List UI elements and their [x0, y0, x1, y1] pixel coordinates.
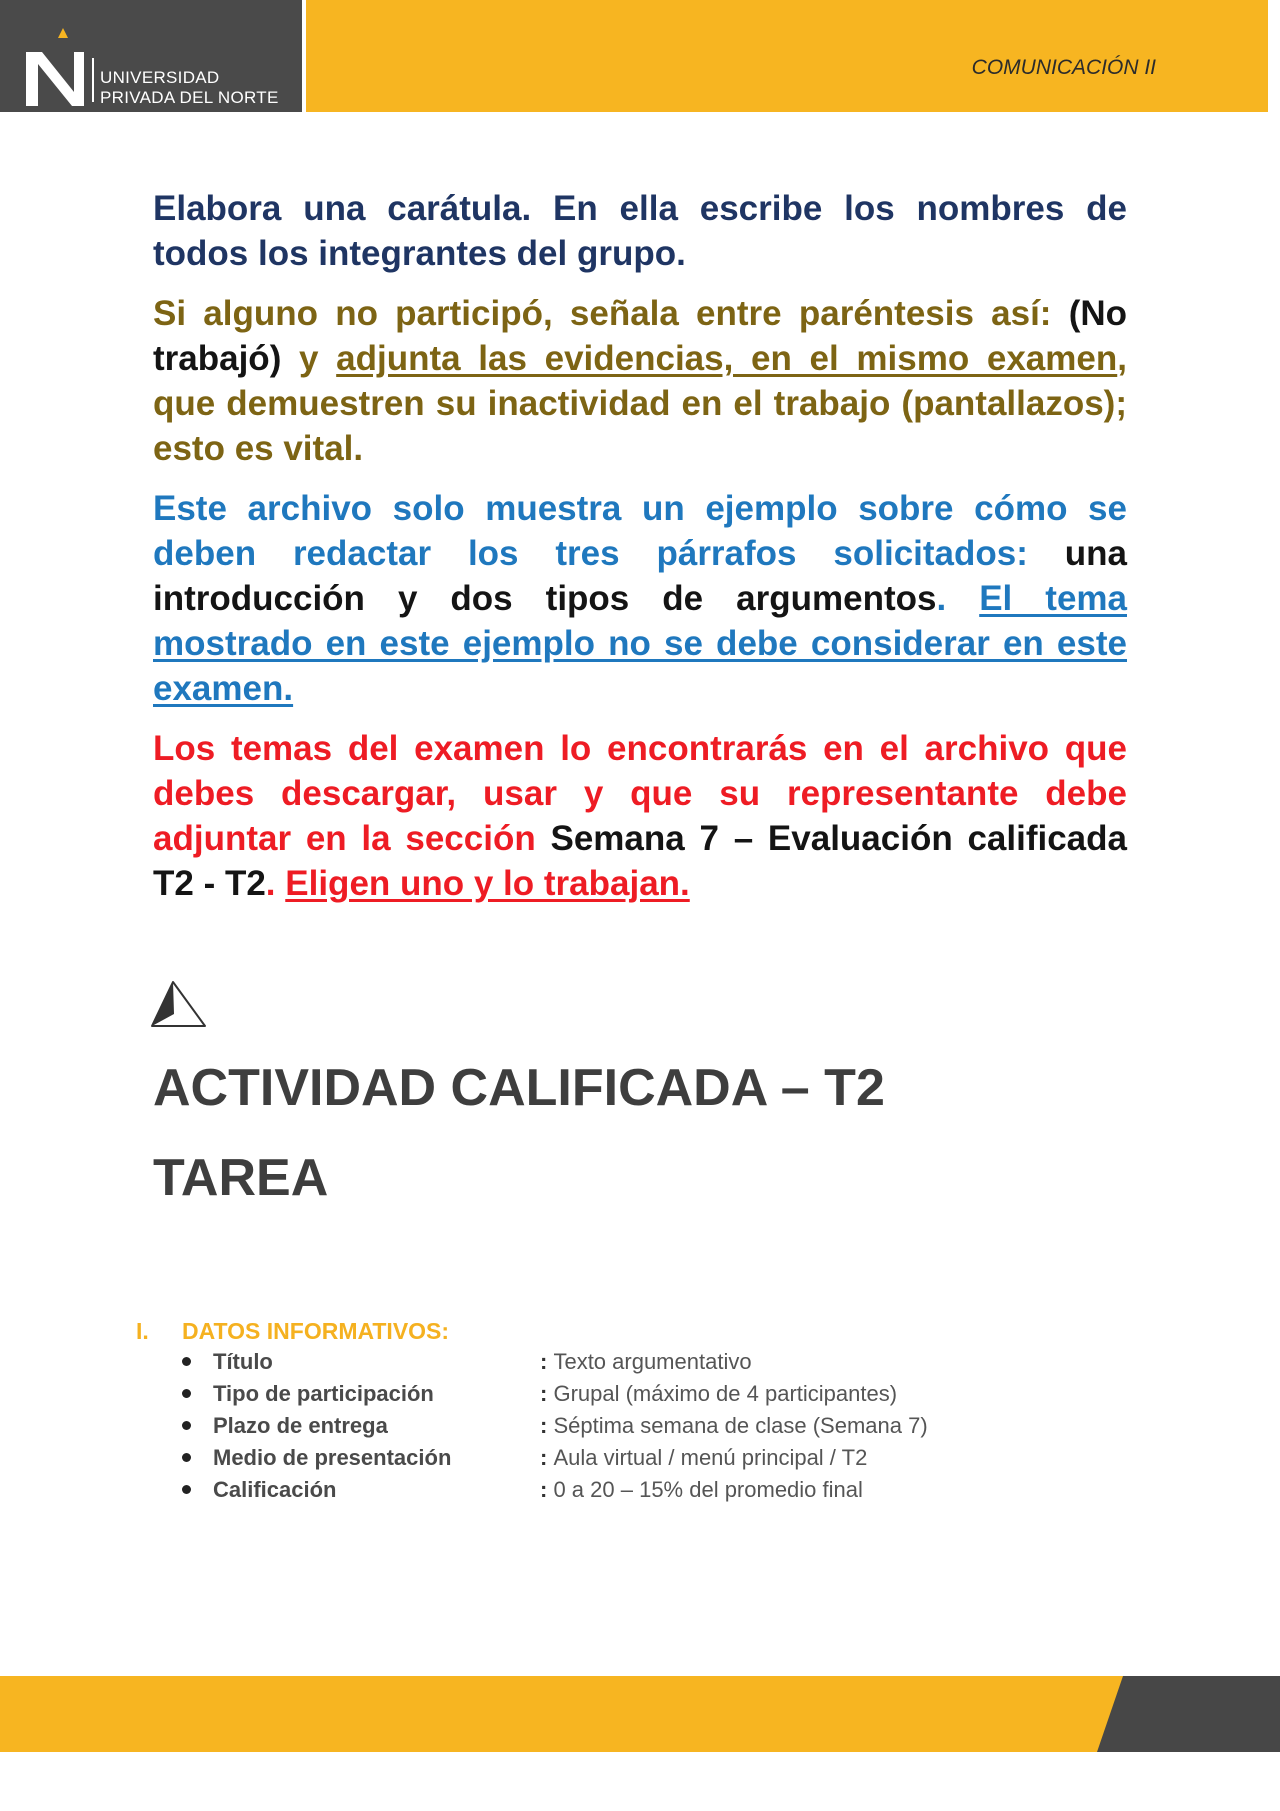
logo-text — [100, 68, 279, 108]
task-heading: TAREA — [153, 1149, 329, 1207]
instruction-2-part-c: y — [299, 339, 319, 378]
instruction-2-part-b: (No trabajó) — [153, 294, 1127, 378]
instruction-4-part-d: Eligen uno y lo trabajan. — [285, 864, 690, 903]
logo-line-1: UNIVERSIDAD — [100, 68, 220, 87]
bullet-icon — [182, 1389, 191, 1398]
instruction-3-part-c: . — [936, 579, 947, 618]
info-label: Medio de presentación — [213, 1445, 452, 1470]
course-title: COMUNICACIÓN II — [971, 56, 1156, 79]
info-value: : 0 a 20 – 15% del promedio final — [540, 1477, 863, 1502]
instruction-4-part-c: . — [265, 864, 276, 903]
instruction-paragraph-2 — [153, 291, 1127, 471]
instruction-2-part-d: adjunta las evidencias, en el mismo examen — [336, 339, 1118, 378]
upn-n-logo-icon — [26, 26, 90, 106]
info-value-text: Séptima semana de clase (Semana 7) — [553, 1413, 928, 1438]
info-value-text: Aula virtual / menú principal / T2 — [553, 1445, 868, 1470]
info-value: : Grupal (máximo de 4 participantes) — [540, 1381, 898, 1406]
info-label: Calificación — [213, 1477, 337, 1502]
section-title: DATOS INFORMATIVOS: — [182, 1318, 450, 1344]
info-label: Plazo de entrega — [213, 1413, 388, 1438]
instruction-4-part-a: Los temas del examen lo encontrarás en el archivo que debes descargar, usar y que su representante debe adjuntar en la sección — [153, 729, 1127, 858]
instruction-3-part-a: Este archivo solo muestra un ejemplo sobre cómo se deben redactar los tres párrafos solicitados: — [153, 489, 1127, 573]
info-value-text: Grupal (máximo de 4 participantes) — [553, 1381, 898, 1406]
university-logo — [0, 0, 302, 112]
section-number: I. — [136, 1318, 149, 1344]
bullet-icon — [182, 1485, 191, 1494]
activity-heading: ACTIVIDAD CALIFICADA – T2 — [153, 1059, 885, 1117]
navigation-arrow-icon — [150, 980, 208, 1030]
footer-dark-accent — [1097, 1676, 1280, 1752]
footer-band — [0, 1676, 1280, 1752]
info-value-text: Texto argumentativo — [553, 1349, 752, 1374]
instruction-paragraph-3 — [153, 486, 1127, 711]
instruction-3-part-b: una introducción y dos tipos de argumentos — [153, 534, 1127, 618]
instruction-2-part-a: Si alguno no participó, señala entre paréntesis así: — [153, 294, 1052, 333]
info-value: : Séptima semana de clase (Semana 7) — [540, 1413, 928, 1438]
instruction-3-part-d: El tema mostrado en este ejemplo no se debe considerar en este examen. — [153, 579, 1127, 708]
instruction-paragraph-4 — [153, 726, 1127, 906]
instruction-paragraph-1 — [153, 186, 1127, 276]
info-label: Título — [213, 1349, 273, 1374]
section-heading — [136, 1316, 449, 1346]
logo-separator — [92, 58, 94, 102]
instruction-2-part-e: , que demuestren su inactividad en el trabajo (pantallazos); esto es vital. — [153, 339, 1127, 468]
bullet-icon — [182, 1357, 191, 1366]
logo-line-2: PRIVADA DEL NORTE — [100, 88, 279, 107]
instructions — [153, 186, 1127, 921]
info-value-text: 0 a 20 – 15% del promedio final — [553, 1477, 863, 1502]
instruction-4-part-b: Semana 7 – Evaluación calificada T2 - T2 — [153, 819, 1127, 903]
info-value: : Texto argumentativo — [540, 1349, 752, 1374]
info-value: : Aula virtual / menú principal / T2 — [540, 1445, 868, 1470]
instruction-1-text: Elabora una carátula. En ella escribe los nombres de todos los integrantes del grupo. — [153, 189, 1127, 273]
bullet-icon — [182, 1421, 191, 1430]
bullet-icon — [182, 1453, 191, 1462]
info-label: Tipo de participación — [213, 1381, 434, 1406]
